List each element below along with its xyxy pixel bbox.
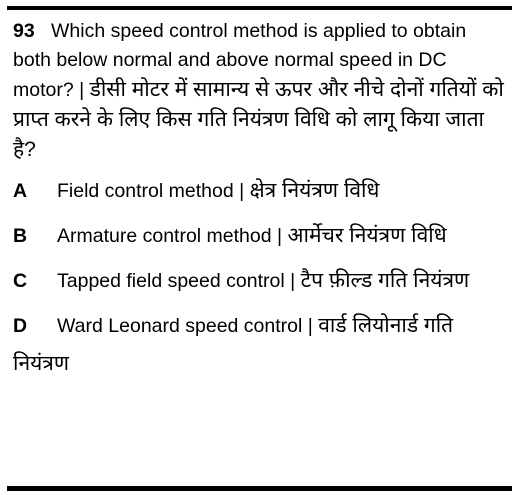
question-number: 93	[13, 20, 35, 42]
option-text-english: Armature control method |	[57, 225, 288, 247]
option-text-hindi: क्षेत्र नियंत्रण विधि	[249, 179, 380, 202]
option-label: D	[13, 315, 28, 337]
option-a[interactable]	[13, 172, 509, 210]
bottom-rule	[7, 486, 512, 491]
option-text-hindi: वार्ड लियोनार्ड गति नियंत्रण	[13, 314, 454, 375]
option-d[interactable]	[13, 307, 509, 383]
option-text-hindi: टैप फ़ील्ड गति नियंत्रण	[300, 269, 470, 292]
option-text-english: Tapped field speed control |	[57, 270, 301, 292]
question-block	[13, 17, 509, 388]
question-text	[13, 17, 509, 165]
option-label: A	[13, 180, 28, 202]
question-text-english: Which speed control method is applied to obtain both below normal and above normal speed in DC motor? |	[13, 20, 467, 101]
option-label: B	[13, 225, 28, 247]
option-c[interactable]	[13, 262, 509, 300]
option-b[interactable]	[13, 217, 509, 255]
option-text-english: Field control method |	[57, 180, 250, 202]
option-text-hindi: आर्मेचर नियंत्रण विधि	[287, 224, 447, 247]
option-text-english: Ward Leonard speed control |	[57, 315, 319, 337]
option-label: C	[13, 270, 28, 292]
question-text-hindi: डीसी मोटर में सामान्य से ऊपर और नीचे दोनों गतियों को प्राप्त करने के लिए किस गति नियंत्रण विधि को लागू किया जाता है?	[13, 78, 504, 161]
top-rule	[7, 6, 512, 10]
